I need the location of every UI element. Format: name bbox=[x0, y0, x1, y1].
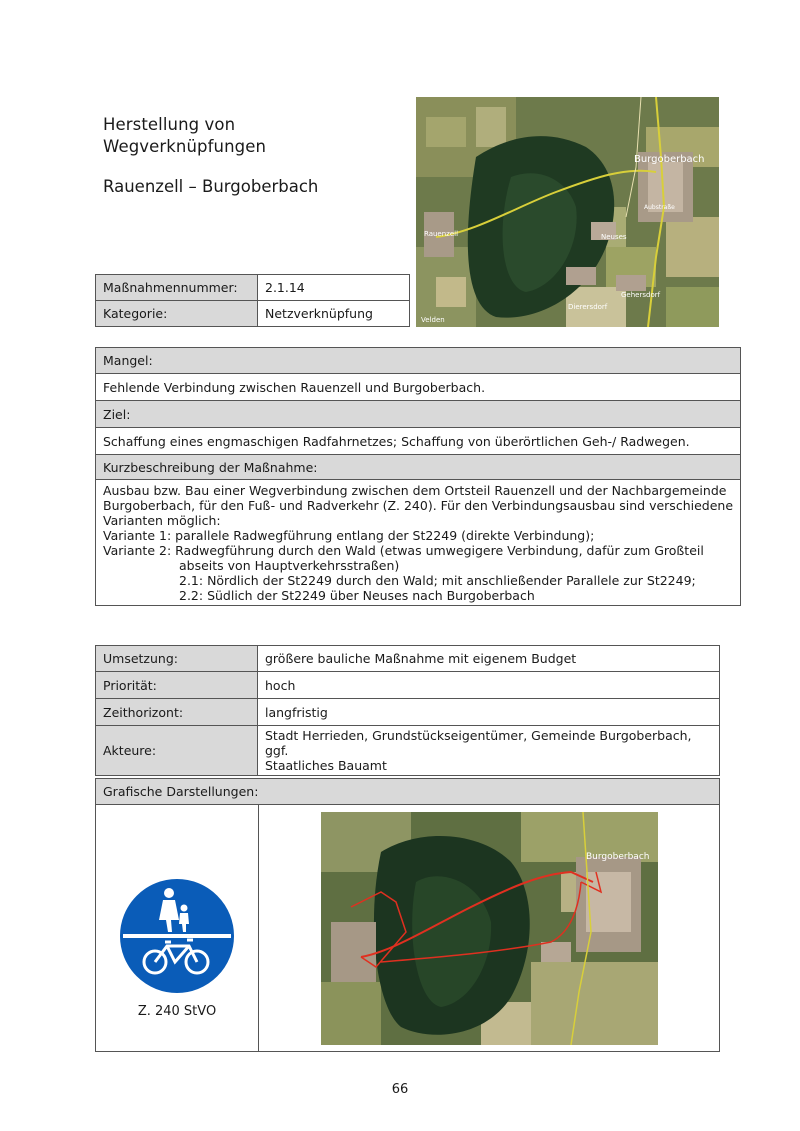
kurzbeschreibung-label: Kurzbeschreibung der Maßnahme: bbox=[96, 455, 741, 480]
prioritaet-value: hoch bbox=[258, 672, 720, 699]
sign-caption: Z. 240 StVO bbox=[137, 1004, 217, 1019]
title-line-2: Wegverknüpfungen bbox=[103, 137, 267, 156]
category-label: Kategorie: bbox=[96, 301, 258, 327]
map-label-burgoberbach: Burgoberbach bbox=[634, 154, 705, 165]
svg-text:Gehersdorf: Gehersdorf bbox=[621, 291, 661, 299]
mangel-text: Fehlende Verbindung zwischen Rauenzell und Burgoberbach. bbox=[96, 374, 741, 401]
page-subtitle: Rauenzell – Burgoberbach bbox=[103, 177, 319, 196]
kurzbeschreibung-text bbox=[96, 480, 741, 606]
desc-line: Burgoberbach, für den Fuß- und Radverkehr (Z. 240). Für den Verbindungsausbau sind verschiedene bbox=[103, 498, 734, 513]
category-value: Netzverknüpfung bbox=[258, 301, 410, 327]
desc-line: Varianten möglich: bbox=[103, 513, 221, 528]
ziel-label: Ziel: bbox=[96, 401, 741, 428]
desc-line: 2.1: Nördlich der St2249 durch den Wald; mit anschließender Parallele zur St2249; bbox=[179, 573, 696, 588]
akteure-value bbox=[258, 726, 720, 776]
route-map-label-burgoberbach: Burgoberbach bbox=[585, 851, 649, 862]
desc-line: abseits von Hauptverkehrsstraßen) bbox=[179, 558, 400, 573]
svg-text:Neuses: Neuses bbox=[601, 233, 627, 241]
route-satellite-map bbox=[321, 812, 658, 1045]
svg-text:Dierersdorf: Dierersdorf bbox=[568, 303, 608, 311]
zeithorizont-value: langfristig bbox=[258, 699, 720, 726]
zeithorizont-label: Zeithorizont: bbox=[96, 699, 258, 726]
svg-text:Aubstraße: Aubstraße bbox=[644, 204, 675, 211]
number-value: 2.1.14 bbox=[258, 275, 410, 301]
details-table bbox=[95, 347, 741, 606]
meta-table bbox=[95, 274, 410, 327]
overview-satellite-map bbox=[416, 97, 719, 327]
route-map-cell bbox=[259, 805, 720, 1052]
desc-line: Variante 2: Radwegführung durch den Wald (etwas umwegigere Verbindung, dafür zum Großteil bbox=[103, 543, 704, 558]
implementation-table bbox=[95, 645, 720, 776]
svg-text:Rauenzell: Rauenzell bbox=[424, 230, 459, 238]
graphics-table bbox=[95, 778, 720, 1052]
umsetzung-value: größere bauliche Maßnahme mit eigenem Budget bbox=[258, 646, 720, 672]
svg-text:Velden: Velden bbox=[421, 316, 445, 324]
pedestrian-bicycle-sign-icon bbox=[117, 876, 237, 996]
ziel-text: Schaffung eines engmaschigen Radfahrnetzes; Schaffung von überörtlichen Geh-/ Radwegen. bbox=[96, 428, 741, 455]
mangel-label: Mangel: bbox=[96, 348, 741, 374]
number-label: Maßnahmennummer: bbox=[96, 275, 258, 301]
umsetzung-label: Umsetzung: bbox=[96, 646, 258, 672]
akteure-line: Stadt Herrieden, Grundstückseigentümer, Gemeinde Burgoberbach, ggf. bbox=[265, 728, 692, 758]
akteure-label: Akteure: bbox=[96, 726, 258, 776]
graphics-label: Grafische Darstellungen: bbox=[96, 779, 720, 805]
page-title bbox=[103, 114, 266, 158]
sign-cell bbox=[96, 805, 259, 1052]
desc-line: Variante 1: parallele Radwegführung entlang der St2249 (direkte Verbindung); bbox=[103, 528, 595, 543]
prioritaet-label: Priorität: bbox=[96, 672, 258, 699]
desc-line: 2.2: Südlich der St2249 über Neuses nach Burgoberbach bbox=[179, 588, 535, 603]
akteure-line: Staatliches Bauamt bbox=[265, 758, 387, 773]
desc-line: Ausbau bzw. Bau einer Wegverbindung zwischen dem Ortsteil Rauenzell und der Nachbargemeinde bbox=[103, 483, 727, 498]
page-number: 66 bbox=[391, 1082, 409, 1097]
title-line-1: Herstellung von bbox=[103, 115, 236, 134]
